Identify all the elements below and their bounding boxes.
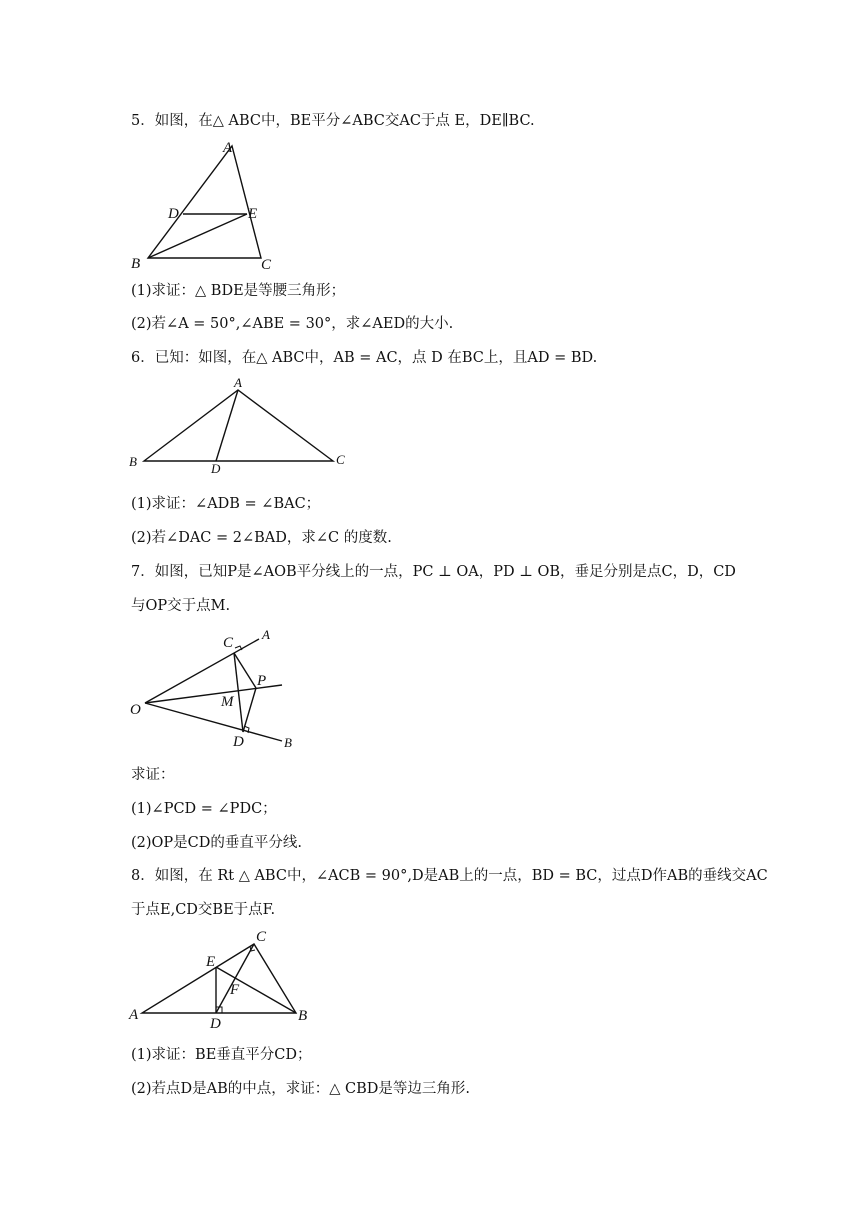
q8-stem-line2: 于点E,CD交BE于点F. [131,902,276,918]
q6-label-a: A [234,375,242,390]
q8-label-f: F [230,982,240,998]
q7-stem-line2: 与OP交于点M. [131,598,231,614]
q6-figure [125,372,355,477]
q7-label-o: O [130,702,141,718]
q7-figure [125,622,305,752]
q7-label-b: B [284,735,292,750]
q8-label-b: B [298,1008,308,1024]
q8-label-e: E [206,954,216,970]
q5-part2: (2)若∠A = 50°,∠ABE = 30°，求∠AED的大小. [131,316,454,332]
q5-label-c: C [261,257,272,273]
q7-segment-pd [243,688,256,732]
q5-figure [125,136,285,276]
q6-part1: (1)求证：∠ADB = ∠BAC； [131,496,321,512]
q7-label-m: M [221,694,234,710]
q6-part2: (2)若∠DAC = 2∠BAD，求∠C 的度数. [131,530,392,546]
q7-part1: (1)∠PCD = ∠PDC； [131,801,277,817]
q7-part2: (2)OP是CD的垂直平分线. [131,835,303,851]
q6-label-c: C [336,452,345,467]
q8-segment-cd [216,944,254,1013]
q7-prove: 求证： [131,767,175,783]
q7-label-c: C [223,635,234,651]
q6-label-b: B [129,454,137,469]
q6-stem: 6．已知：如图，在△ ABC中，AB = AC，点 D 在BC上，且AD = BD. [131,350,598,366]
q8-figure [125,924,325,1034]
q5-label-a: A [223,140,233,156]
q8-label-a: A [129,1007,139,1023]
q8-part1: (1)求证：BE垂直平分CD； [131,1047,312,1063]
q5-segment-be [148,214,247,258]
q5-label-b: B [131,256,141,272]
q5-stem: 5．如图，在△ ABC中，BE平分∠ABC交AC于点 E，DE∥BC. [131,113,535,129]
q8-triangle-abc [142,944,296,1013]
q8-stem-line1: 8．如图，在 Rt △ ABC中，∠ACB = 90°,D是AB上的一点，BD = BC，过点D作AB的垂线交AC [131,868,768,884]
q8-part2: (2)若点D是AB的中点，求证：△ CBD是等边三角形. [131,1081,471,1097]
q7-ray-ob [145,703,282,741]
q7-label-p: P [257,673,267,689]
q5-label-e: E [248,206,258,222]
q5-label-d: D [168,206,179,222]
q7-label-d: D [233,734,244,750]
q5-triangle-abc [148,146,261,258]
q7-ray-oa [145,639,259,703]
q8-label-c: C [256,929,267,945]
q8-label-d: D [210,1016,221,1032]
q6-triangle-abc [144,390,333,461]
q7-label-a: A [262,627,270,642]
q7-stem-line1: 7．如图，已知P是∠AOB平分线上的一点，PC ⊥ OA，PD ⊥ OB，垂足分别是点C，D，CD [131,564,736,580]
q6-segment-ad [216,390,238,461]
q5-part1: (1)求证：△ BDE是等腰三角形； [131,283,346,299]
q6-label-d: D [211,461,221,476]
